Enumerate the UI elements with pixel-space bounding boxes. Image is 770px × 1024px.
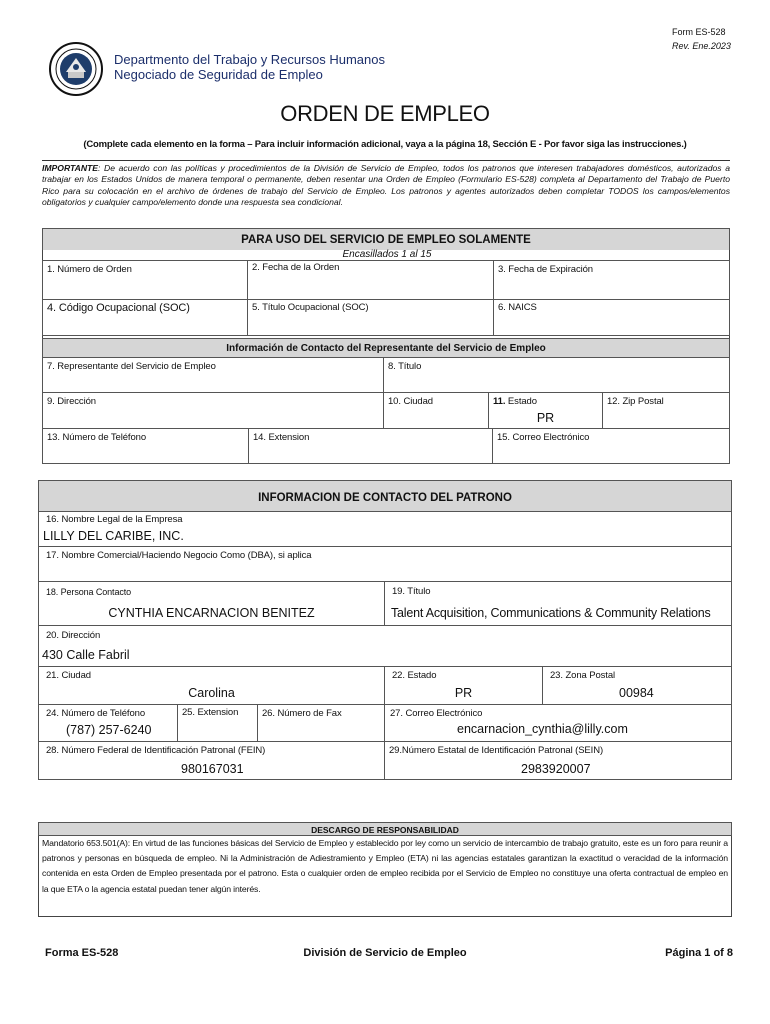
field-es-state[interactable]: 11. Estado PR — [488, 392, 603, 429]
important-text: : De acuerdo con las políticas y procedimientos de la División de Servicio de Empleo, todos los patronos que interesen trabajadores domésticos, autorizados a trabajar en los Estados Unidos de manera temporal o permanente, deben resentar una Orden de Empleo (Formulario ES-528) completa al Departamento del Trabajo de Puerto Rico para su colocación en el archivo de órdenes de trabajo del Servicio de Empleo. Los patronos y agentes autorizados deben completar TODOS los campos/elementos obligatorios y cualquier campo/elemento donde una respuesta sea condicional. — [42, 163, 730, 207]
field-es-email[interactable]: 15. Correo Electrónico — [492, 428, 730, 464]
contact-person-value: CYNTHIA ENCARNACION BENITEZ — [108, 606, 315, 620]
zip-value: 00984 — [619, 686, 654, 700]
field-city[interactable]: 21. Ciudad Carolina — [38, 666, 385, 705]
office-use-subtitle: Encasillados 1 al 15 — [342, 249, 432, 260]
field-es-extension[interactable]: 14. Extension — [248, 428, 493, 464]
disclaimer-text: Mandatorio 653.501(A): En virtud de las funciones básicas del Servicio de Empleo y establecido por ley como un servicio de intercambio de trabajo gratuito, este es un foro para reunir a patronos y personas en búsqueda de empleo. Ni la Administración de Adiestramiento y Empleo (ETA) ni las agencias estatales garantizan la exactitud o veracidad de la información contenida en esta Orden de Empleo presentada por el patrono. Esta o cualquier orden de empleo recibida por el Servicio de Empleo no constituye una oferta contractual de empleo en la que ETA o la agencia estatal puedan tener algún interés. — [42, 838, 728, 894]
field-contact-person[interactable]: 18. Persona Contacto CYNTHIA ENCARNACION BENITEZ — [38, 581, 385, 626]
employer-section-title: INFORMACION DE CONTACTO DEL PATRONO — [38, 480, 732, 512]
phone-value: (787) 257-6240 — [66, 723, 152, 737]
field-sein[interactable]: 29.Número Estatal de Identificación Patronal (SEIN) 2983920007 — [384, 741, 732, 780]
city-value: Carolina — [188, 686, 235, 700]
field-state[interactable]: 22. Estado PR — [384, 666, 543, 705]
field-es-phone[interactable]: 13. Número de Teléfono — [42, 428, 249, 464]
field-contact-title[interactable]: 19. Título Talent Acquisition, Communications & Community Relations — [384, 581, 732, 626]
es-rep-contact-title: Información de Contacto del Representante del Servicio de Empleo — [42, 338, 730, 358]
field-es-zip[interactable]: 12. Zip Postal — [602, 392, 730, 429]
field-legal-name[interactable]: 16. Nombre Legal de la Empresa LILLY DEL CARIBE, INC. — [38, 511, 732, 547]
field-es-address[interactable]: 9. Dirección — [42, 392, 384, 429]
field-dba[interactable]: 17. Nombre Comercial/Haciendo Negocio Como (DBA), si aplica — [38, 546, 732, 582]
field-order-number[interactable]: 1. Número de Orden — [42, 260, 248, 300]
sein-value: 2983920007 — [521, 762, 591, 776]
field-extension[interactable]: 25. Extension — [177, 704, 258, 742]
bureau-name: Negociado de Seguridad de Empleo — [114, 67, 323, 82]
field-soc-title[interactable]: 5. Título Ocupacional (SOC) — [247, 299, 494, 336]
field-email[interactable]: 27. Correo Electrónico encarnacion_cynthia@lilly.com — [384, 704, 732, 742]
important-label: IMPORTANTE — [42, 163, 99, 173]
disclaimer-title: DESCARGO DE RESPONSABILIDAD — [38, 822, 732, 836]
field-es-representative[interactable]: 7. Representante del Servicio de Empleo — [42, 357, 384, 393]
instructions-note: (Complete cada elemento en la forma – Para incluir información adicional, vaya a la página 18, Sección E - Por favor siga las instrucciones.) — [83, 139, 687, 150]
state-value: PR — [454, 686, 473, 700]
fein-value: 980167031 — [181, 762, 244, 776]
footer-form-label: Forma ES-528 — [45, 947, 119, 959]
footer-division: División de Servicio de Empleo — [303, 947, 467, 959]
revision-date: Rev. Ene.2023 — [672, 41, 731, 51]
email-value: encarnacion_cynthia@lilly.com — [457, 722, 628, 736]
office-use-title: PARA USO DEL SERVICIO DE EMPLEO SOLAMENTE — [42, 228, 730, 250]
department-name: Departmento del Trabajo y Recursos Humanos — [114, 52, 385, 67]
field-es-title[interactable]: 8. Título — [383, 357, 730, 393]
legal-name-value: LILLY DEL CARIBE, INC. — [43, 529, 184, 543]
field-fax[interactable]: 26. Número de Fax — [257, 704, 385, 742]
disclaimer-box — [38, 822, 732, 917]
field-naics[interactable]: 6. NAICS — [493, 299, 730, 336]
es-state-value: PR — [536, 411, 555, 425]
important-notice — [42, 160, 730, 208]
field-es-city[interactable]: 10. Ciudad — [383, 392, 489, 429]
field-address[interactable]: 20. Dirección 430 Calle Fabril — [38, 625, 732, 667]
field-expiration-date[interactable]: 3. Fecha de Expiración — [493, 260, 730, 300]
field-zip[interactable]: 23. Zona Postal 00984 — [542, 666, 732, 705]
form-number: Form ES-528 — [672, 27, 726, 37]
address-value: 430 Calle Fabril — [42, 648, 130, 662]
contact-title-value: Talent Acquisition, Communications & Community Relations — [391, 606, 711, 620]
field-soc-code[interactable]: 4. Código Ocupacional (SOC) — [42, 299, 248, 336]
department-seal-icon — [48, 42, 104, 96]
field-phone[interactable]: 24. Número de Teléfono (787) 257-6240 — [38, 704, 178, 742]
field-order-date[interactable]: 2. Fecha de la Orden — [247, 260, 494, 300]
page-title: ORDEN DE EMPLEO — [280, 101, 490, 126]
field-fein[interactable]: 28. Número Federal de Identificación Patronal (FEIN) 980167031 — [38, 741, 385, 780]
footer-page-number: Página 1 of 8 — [665, 947, 733, 959]
